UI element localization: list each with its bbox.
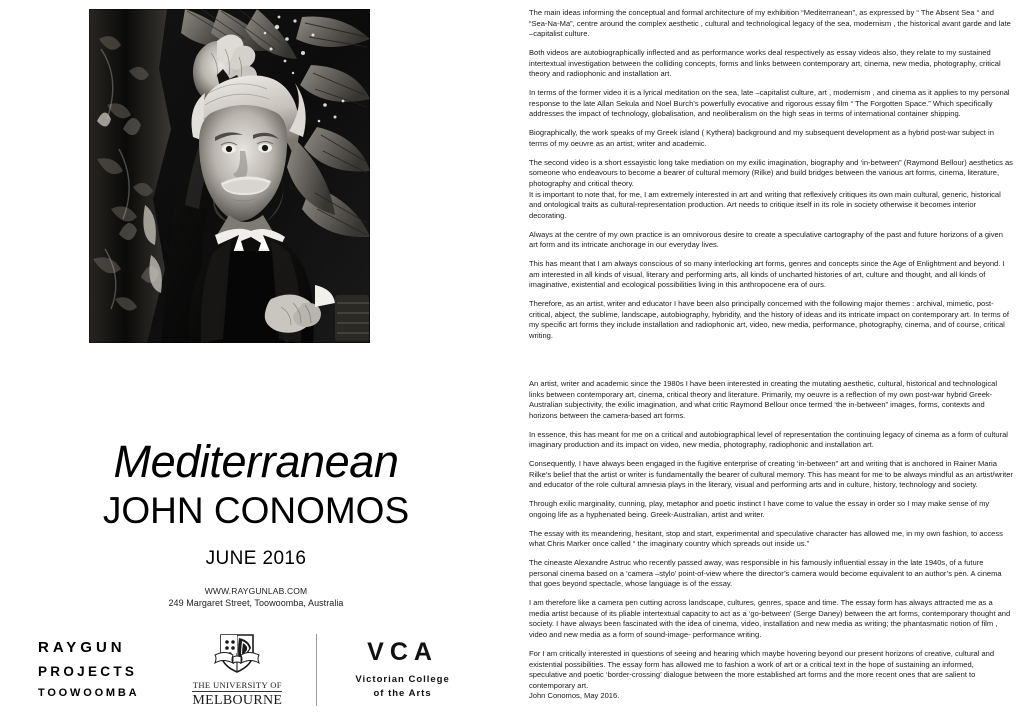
- essay-paragraph: The essay with its meandering, hesitant, stop and start, experimental and speculative character has allowed me, in my own fashion, to access what Chris Marker once called “ the imaginary country which spreads out inside us.”: [529, 528, 1003, 549]
- essay-paragraph: It is important to note that, for me, I am extremely interested in art and writing that reflexively critiques its own main cultural, generic, historical and ontological traits as cultural-representation production. Art needs to critique itself in its role in society otherwise it becomes interior decorating.: [529, 189, 1001, 220]
- raygun-logo-line-2: PROJECTS: [38, 663, 138, 679]
- melbourne-crest-icon: [209, 631, 265, 677]
- vca-logo: [347, 639, 458, 702]
- logo-strip: [38, 628, 458, 712]
- essay-paragraph: Both videos are autobiographically inflected and as performance works deal respectively as essay videos also, they relate to my sustained intertextual investigation between the colliding concepts, forms and links between contemporary art, cinema, new media, photography, critical theory and radiophonic and installation art.: [529, 48, 1001, 79]
- essay-paragraph: Through exilic marginality, cunning, play, metaphor and poetic instinct I have come to value the essay in order so I may make sense of my ongoing life as a hyphenated being. Greek-Australian, artist and writer.: [529, 499, 990, 519]
- portrait-illustration: [89, 9, 370, 343]
- essay-paragraph: The second video is a short essayistic long take mediation on my exilic imagination, biography and ‘in-between” (Raymond Bellour) aesthetics as someone who endeavours to become a bearer of cultural memory (Rilke) and build bridges between the various art forms, cinema, literature, photography and critical theory.: [529, 157, 1013, 188]
- essay-paragraph: Always at the centre of my own practice is an omnivorous desire to create a speculative cartography of the past and future horizons of a given art form and its intricate anchorage in our everyday lives.: [529, 229, 1003, 250]
- vca-subtitle-line-1: Victorian College: [355, 674, 450, 685]
- essay-paragraph: The cineaste Alexandre Astruc who recently passed away, was responsible in his famously influential essay in the late 1940s, of a future personal cinema based on a ‘camera –stylo’ point-of-view where the director’s camera would become equivalent to an author’s pen. A cinema that goes beyond spectacle, whose language is of the essay.: [529, 558, 1002, 589]
- right-column: [529, 0, 1013, 724]
- melbourne-logo-line-1: THE UNIVERSITY OF: [192, 680, 282, 690]
- raygun-projects-logo: [38, 636, 154, 703]
- title-block: [0, 438, 512, 608]
- essay-paragraph: In terms of the former video it is a lyrical meditation on the sea, late –capitalist culture, art , modernism , and cinema as it applies to my personal response to the late Allan Sekula and Noel Burch’s powerfully evocative and rigorous essay film “ The Forgotten Space.” Which specifically addresses the impact of technology, globalisation, and neoliberalism on the high seas in terms of international container shipping.: [529, 88, 1010, 119]
- essay-paragraph: This has meant that I am always conscious of so many interlocking art forms, genres and concepts since the Age of Enlightment and beyond. I am interested in all kinds of visual, literary and performing arts, all kinds of uncharted histories of art, culture and thought, and all kinds of imaginative, existential and ecological possibilities living in this anthropocene era of ours.: [529, 259, 1005, 290]
- essay-section-two: [529, 379, 1013, 710]
- artist-name: JOHN CONOMOS: [102, 489, 410, 531]
- essay-paragraph: Consequently, I have always been engaged in the fugitive enterprise of creating ‘in-between” art and writing that is anchored in Rainer Maria Rilke’s belief that the artist or writer is fundamentally the bearer of cultural memory. This has meant for me to be always mindful as an artist/writer and educator of the role cultural amnesia plays in the literary, visual and performing arts and in culture, history, technology and society.: [529, 459, 1013, 490]
- essay-paragraph: I am therefore like a camera pen cutting across landscape, cultures, genres, space and time. The essay form has always attracted me as a media artist because of its pliable intertextual capacity to act as a ‘go-between’ (Serge Daney) between the art forms, contemporary thought and society. I have always been fascinated with the idea of cinema, video, installation and new media as writing; the phantasmatic notion of film , video and new media as a form of sound-image- performance writing.: [529, 598, 1011, 640]
- essay-paragraph: Biographically, the work speaks of my Greek island ( Kythera) background and my subsequent development as a hybrid post-war subject in terms of my oeuvre as an artist, writer and academic.: [529, 128, 994, 148]
- essay-paragraph: Therefore, as an artist, writer and educator I have been also principally concerned with the following major themes : archival, mimetic, post-critical, abject, the sublime, landscape, autobiography, hybridity, and the history of ideas and its intricate impact on contemporary art. In terms of my specific art forms they include installation and radiophonic art, video, new media, performance, photography, cinema, and of course, critical writing.: [529, 299, 1009, 340]
- raygun-logo-line-1: RAYGUN: [38, 639, 126, 657]
- melbourne-logo-line-2: MELBOURNE: [192, 693, 283, 708]
- venue-address: 249 Margaret Street, Toowoomba, Australia: [168, 598, 344, 609]
- portrait-photograph: [89, 9, 370, 343]
- vca-subtitle-line-2: of the Arts: [373, 688, 432, 700]
- logo-divider: [316, 634, 317, 706]
- essay-paragraph: The main ideas informing the conceptual and formal architecture of my exhibition “Mediterranean”, as expressed by “ The Absent Sea “ and “Sea-Na-Ma”, centre around the complex aesthetic , cultural and technological legacy of the sea, modernism , the historical avant garde and late –capitalist culture.: [529, 8, 1011, 39]
- essay-paragraph: In essence, this has meant for me on a critical and autobiographical level of representation the continuing legacy of cinema as a form of cultural imaginary production and its impact on video, new media, photography, radiophonic and installation art.: [529, 429, 1008, 450]
- raygun-logo-line-3: TOOWOOMBA: [38, 686, 140, 699]
- venue-website: WWW.RAYGUNLAB.COM: [204, 586, 308, 597]
- vca-abbreviation: VCA: [367, 637, 438, 666]
- essay-paragraph: For I am critically interested in questions of seeing and hearing which maybe hovering beyond our present horizons of creative, cultural and existential possibilities. The essay form has allowed me to fashion a work of art or a critical text in the hope of sustaining an informed, speculative and poetic ‘border-crossing’ dialogue between the more established art forms and the more recent ones that are salient to contemporary art.: [529, 648, 995, 690]
- exhibition-title: Mediterranean: [113, 436, 399, 487]
- essay-paragraph: John Conomos, May 2016.: [529, 691, 620, 701]
- essay-paragraph: An artist, writer and academic since the 1980s I have been interested in creating the mutating aesthetic, cultural, historical and technological links between contemporary art, cinema, critical theory and literature. Primarily, my oeuvre is a reflection of my own post-war hybrid Greek-Australian subjectivity, the exilic imagination, and what critic Raymond Bellour once termed ‘the in-between” images, forms, contexts and horizons between the camera-based art forms.: [529, 379, 998, 420]
- university-of-melbourne-logo: [192, 631, 282, 709]
- essay-section-one: [529, 8, 1013, 350]
- exhibition-date: JUNE 2016: [205, 548, 307, 570]
